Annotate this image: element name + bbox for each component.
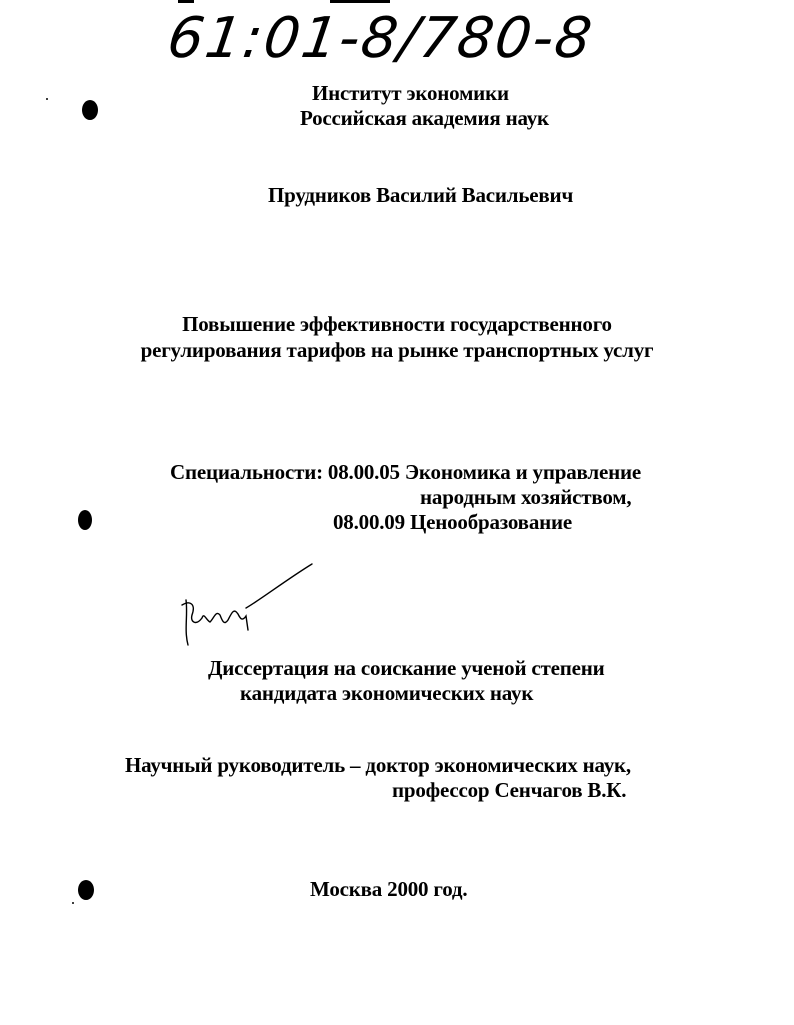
scan-speck bbox=[72, 902, 74, 904]
specialties-line-1: Специальности: 08.00.05 Экономика и управление bbox=[170, 460, 642, 484]
academy-name: Российская академия наук bbox=[300, 106, 549, 130]
punch-hole bbox=[82, 100, 98, 120]
institute-name: Институт экономики bbox=[312, 81, 509, 105]
archive-code-handwritten: 61:01-8/780-8 bbox=[163, 6, 598, 71]
degree-line-1: Диссертация на соискание ученой степени bbox=[208, 656, 605, 680]
punch-hole bbox=[78, 510, 92, 530]
specialties-line-2: народным хозяйством, bbox=[420, 485, 632, 509]
author-signature bbox=[176, 560, 326, 650]
degree-line-2: кандидата экономических наук bbox=[240, 681, 534, 705]
scan-mark bbox=[330, 0, 390, 3]
supervisor-line-1: Научный руководитель – доктор экономических наук, bbox=[125, 753, 631, 777]
place-and-year: Москва 2000 год. bbox=[310, 877, 468, 901]
specialties-line-3: 08.00.09 Ценообразование bbox=[333, 510, 573, 534]
punch-hole bbox=[78, 880, 94, 900]
thesis-title-line-2: регулирования тарифов на рынке транспортных услуг bbox=[140, 338, 654, 362]
supervisor-line-2: профессор Сенчагов В.К. bbox=[392, 778, 627, 802]
author-name: Прудников Василий Васильевич bbox=[268, 183, 574, 207]
thesis-title-line-1: Повышение эффективности государственного bbox=[182, 312, 612, 336]
scan-mark bbox=[178, 0, 194, 3]
scan-speck bbox=[46, 98, 48, 100]
